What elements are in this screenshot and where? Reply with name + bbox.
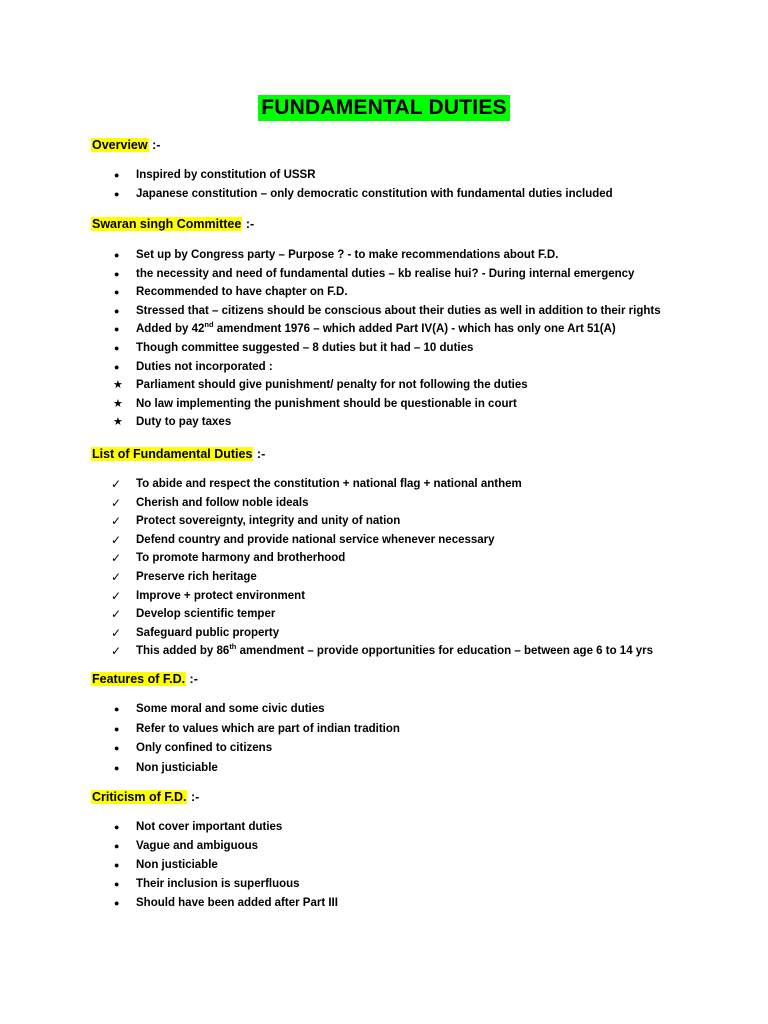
list-heading [91,446,653,462]
bullet-icon: ● [114,287,120,298]
overview-heading-text: Overview [92,138,148,152]
added-text-post: amendment 1976 – which added Part IV(A) - which has only one Art 51(A) [213,323,616,336]
list-item [91,376,661,395]
list-item-text: Recommended to have chapter on F.D. [136,286,348,299]
star-icon: ★ [113,379,123,392]
list-item-text [136,320,616,336]
bullet-icon: ● [114,361,120,372]
criticism-heading [91,789,338,805]
list-item-text: To abide and respect the constitution + national flag + national anthem [136,478,522,490]
list-item-text: Inspired by constitution of USSR [136,169,316,181]
list-item-text [136,642,654,658]
list-item-text: Non justiciable [136,761,218,774]
title-wrap [0,95,768,121]
features-list [91,700,400,778]
swaran-section [91,216,661,432]
criticism-list [91,818,338,913]
bullet-icon: ● [114,268,120,279]
list-item [91,720,400,740]
page-title: FUNDAMENTAL DUTIES [258,95,509,121]
list-item [91,856,338,875]
list-item [91,549,653,568]
list-item [91,494,653,513]
list-item [91,512,653,531]
list-item [91,475,653,494]
list-heading-text: List of Fundamental Duties [92,447,253,461]
check-icon: ✓ [111,532,122,547]
list-item-text: Improve + protect environment [136,589,306,602]
list-item-text: Japanese constitution – only democratic constitution with fundamental duties included [136,187,613,200]
list-item [91,818,338,837]
bullet-icon: ● [114,898,120,908]
swaran-heading [91,216,661,232]
bullet-icon: ● [114,324,120,335]
star-icon: ★ [113,416,123,429]
list-item [91,185,613,204]
check-icon: ✓ [111,514,122,529]
bullet-icon: ● [114,860,120,870]
swaran-heading-suffix: :- [242,217,255,231]
overview-heading [91,137,613,153]
list-heading-suffix: :- [253,447,266,461]
list-item-text: To promote harmony and brotherhood [136,552,346,565]
list-item-text: Their inclusion is superfluous [136,878,300,890]
list-item [91,759,400,779]
list-item-text: Parliament should give punishment/ penalty for not following the duties [136,379,528,392]
list-item [91,700,400,720]
list-item-text: No law implementing the punishment should be questionable in court [136,397,517,410]
list-item-text: Develop scientific temper [136,608,276,621]
list-item-text: Some moral and some civic duties [136,703,325,715]
list-item [91,395,661,414]
list-item [91,837,338,856]
list-item [91,875,338,894]
list-item-text: Safeguard public property [136,626,280,639]
features-section [91,671,400,778]
bullet-icon: ● [114,250,120,260]
list-item-text: Vague and ambiguous [136,840,259,852]
features-heading [91,671,400,687]
list-item [91,413,661,432]
criticism-section [91,789,338,913]
check-icon: ✓ [111,551,122,566]
bullet-icon: ● [114,879,120,889]
bullet-icon: ● [114,743,120,753]
list-item [91,739,400,759]
check-icon: ✓ [111,495,122,510]
list-item [91,320,661,339]
list-item [91,624,653,643]
bullet-icon: ● [114,704,120,714]
list-item [91,246,661,265]
check-icon: ✓ [111,569,122,584]
check-icon: ✓ [111,625,122,640]
check-icon: ✓ [111,607,122,622]
last-superscript: th [229,642,237,652]
list-item [91,265,661,284]
swaran-list [91,246,661,432]
bullet-icon: ● [114,170,120,180]
list-item [91,568,653,587]
list-item-text: Refer to values which are part of indian tradition [136,722,400,735]
list-item-text: Protect sovereignty, integrity and unity of nation [136,515,401,528]
list-item-text: the necessity and need of fundamental duties – kb realise hui? - During internal emergency [136,267,635,280]
swaran-heading-text: Swaran singh Committee [92,217,242,231]
overview-section [91,137,613,203]
list-item-text: Should have been added after Part III [136,897,338,909]
last-text-post: amendment – provide opportunities for education – between age 6 to 14 yrs [236,645,654,658]
bullet-icon: ● [114,342,120,353]
criticism-heading-text: Criticism of F.D. [92,790,187,804]
list-item-text: Cherish and follow noble ideals [136,496,309,509]
list-section [91,446,653,661]
list-item [91,894,338,913]
features-heading-suffix: :- [186,672,198,686]
check-icon: ✓ [111,588,122,603]
bullet-icon: ● [114,822,120,832]
star-icon: ★ [113,397,123,410]
list-item [91,283,661,302]
bullet-icon: ● [114,723,120,734]
added-superscript: nd [204,320,214,330]
list-item-text: Set up by Congress party – Purpose ? - to make recommendations about F.D. [136,249,559,261]
list-item [91,339,661,358]
bullet-icon: ● [114,188,120,199]
overview-heading-suffix: :- [148,138,161,152]
list-item-text: Defend country and provide national service whenever necessary [136,533,495,546]
list-item-text: Duties not incorporated : [136,360,273,373]
criticism-heading-suffix: :- [187,790,200,804]
features-heading-text: Features of F.D. [92,672,186,686]
list-item-text: Stressed that – citizens should be conscious about their duties as well in addition to their rights [136,304,661,317]
list-item [91,605,653,624]
list-item [91,358,661,377]
list-item [91,642,653,661]
duties-list [91,475,653,661]
overview-list [91,166,613,203]
check-icon: ✓ [111,477,122,491]
list-item-text: Though committee suggested – 8 duties but it had – 10 duties [136,341,474,354]
list-item [91,587,653,606]
list-item-text: Duty to pay taxes [136,416,232,429]
added-text-pre: Added by 42 [136,323,205,336]
list-item [91,166,613,185]
list-item-text: Not cover important duties [136,821,283,833]
list-item-text: Preserve rich heritage [136,570,257,583]
list-item [91,302,661,321]
last-text-pre: This added by 86 [136,645,230,658]
bullet-icon: ● [114,841,120,851]
list-item [91,531,653,550]
check-icon: ✓ [111,644,122,659]
list-item-text: Non justiciable [136,859,218,871]
bullet-icon: ● [114,762,120,773]
bullet-icon: ● [114,305,120,316]
list-item-text: Only confined to citizens [136,742,273,754]
